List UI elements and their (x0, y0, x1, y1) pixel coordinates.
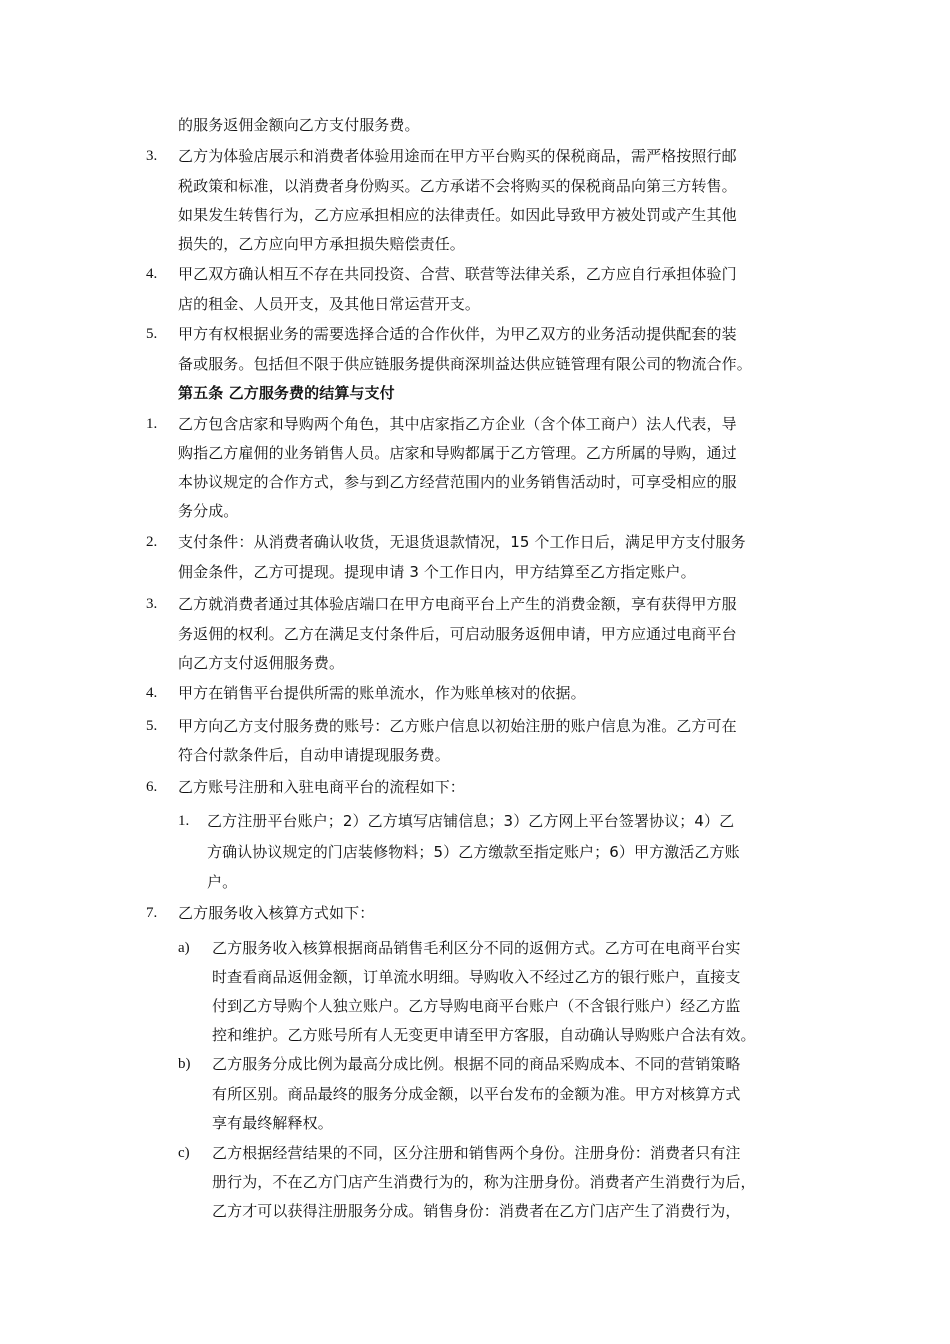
text-line: 乙方包含店家和导购两个角色，其中店家指乙方企业（含个体工商户）法人代表，导 (178, 415, 737, 433)
list-number: 5. (146, 718, 158, 734)
list-number: 6. (146, 779, 158, 795)
text-line: 甲方向乙方支付服务费的账号：乙方账户信息以初始注册的账户信息为准。乙方可在 (178, 717, 737, 735)
text-line: 付到乙方导购个人独立账户。乙方导购电商平台账户（不含银行账户）经乙方监 (212, 997, 741, 1015)
list-number: 1. (146, 416, 158, 432)
text-line: 店的租金、人员开支，及其他日常运营开支。 (178, 295, 481, 313)
text-line: 务分成。 (178, 502, 239, 520)
list-number: 4. (146, 266, 158, 282)
text-line: 册行为，不在乙方门店产生消费行为的，称为注册身份。消费者产生消费行为后， (212, 1173, 756, 1191)
text-line: 甲乙双方确认相互不存在共同投资、合营、联营等法律关系，乙方应自行承担体验门 (178, 265, 737, 283)
list-number: 4. (146, 685, 158, 701)
text-line: 乙方就消费者通过其体验店端口在甲方电商平台上产生的消费金额，享有获得甲方服 (178, 595, 737, 613)
list-marker: a) (178, 940, 190, 956)
text-line: 乙方才可以获得注册服务分成。销售身份：消费者在乙方门店产生了消费行为， (212, 1202, 741, 1220)
text-line: 乙方服务分成比例为最高分成比例。根据不同的商品采购成本、不同的营销策略 (212, 1055, 741, 1073)
text-line: 户。 (207, 873, 238, 891)
text-line: 甲方有权根据业务的需要选择合适的合作伙伴，为甲乙双方的业务活动提供配套的装 (178, 325, 737, 343)
text-line: 有所区别。商品最终的服务分成金额，以平台发布的金额为准。甲方对核算方式 (212, 1085, 741, 1103)
section-heading: 第五条 乙方服务费的结算与支付 (178, 384, 395, 402)
text-line: 享有最终解释权。 (212, 1114, 333, 1132)
text-line: 向乙方支付返佣服务费。 (178, 654, 345, 672)
text-line: 时查看商品返佣金额，订单流水明细。导购收入不经过乙方的银行账户，直接支 (212, 968, 741, 986)
text-line: 本协议规定的合作方式，参与到乙方经营范围内的业务销售活动时，可享受相应的服 (178, 473, 737, 491)
list-number: 3. (146, 148, 158, 164)
text-line: 甲方在销售平台提供所需的账单流水，作为账单核对的依据。 (178, 684, 586, 702)
text-line: 务返佣的权利。乙方在满足支付条件后，可启动服务返佣申请，甲方应通过电商平台 (178, 625, 737, 643)
list-marker: c) (178, 1145, 190, 1161)
continuation-line: 的服务返佣金额向乙方支付服务费。 (178, 116, 420, 134)
text-line: 损失的，乙方应向甲方承担损失赔偿责任。 (178, 235, 465, 253)
text-line: 乙方账号注册和入驻电商平台的流程如下： (178, 778, 465, 796)
text-line: 如果发生转售行为，乙方应承担相应的法律责任。如因此导致甲方被处罚或产生其他 (178, 206, 737, 224)
text-line: 符合付款条件后，自动申请提现服务费。 (178, 746, 450, 764)
list-number: 3. (146, 596, 158, 612)
text-line: 乙方根据经营结果的不同，区分注册和销售两个身份。注册身份：消费者只有注 (212, 1144, 741, 1162)
text-line: 佣金条件，乙方可提现。提现申请 3 个工作日内，甲方结算至乙方指定账户。 (178, 563, 696, 581)
text-line: 控和维护。乙方账号所有人无变更申请至甲方客服，自动确认导购账户合法有效。 (212, 1026, 756, 1044)
text-line: 乙方服务收入核算方式如下： (178, 904, 375, 922)
list-number: 5. (146, 326, 158, 342)
text-line: 购指乙方雇佣的业务销售人员。店家和导购都属于乙方管理。乙方所属的导购，通过 (178, 444, 737, 462)
list-marker: b) (178, 1056, 191, 1072)
text-line: 乙方注册平台账户；2）乙方填写店铺信息；3）乙方网上平台签署协议；4）乙 (207, 812, 735, 830)
text-line: 乙方为体验店展示和消费者体验用途而在甲方平台购买的保税商品，需严格按照行邮 (178, 147, 737, 165)
text-line: 支付条件：从消费者确认收货，无退货退款情况，15 个工作日后，满足甲方支付服务 (178, 533, 746, 551)
list-number: 2. (146, 534, 158, 550)
text-line: 方确认协议规定的门店装修物料；5）乙方缴款至指定账户；6）甲方激活乙方账 (207, 843, 740, 861)
list-number: 1. (178, 813, 190, 829)
text-line: 乙方服务收入核算根据商品销售毛利区分不同的返佣方式。乙方可在电商平台实 (212, 939, 741, 957)
list-number: 7. (146, 905, 158, 921)
text-line: 备或服务。包括但不限于供应链服务提供商深圳益达供应链管理有限公司的物流合作。 (178, 355, 752, 373)
text-line: 税政策和标准，以消费者身份购买。乙方承诺不会将购买的保税商品向第三方转售。 (178, 177, 737, 195)
